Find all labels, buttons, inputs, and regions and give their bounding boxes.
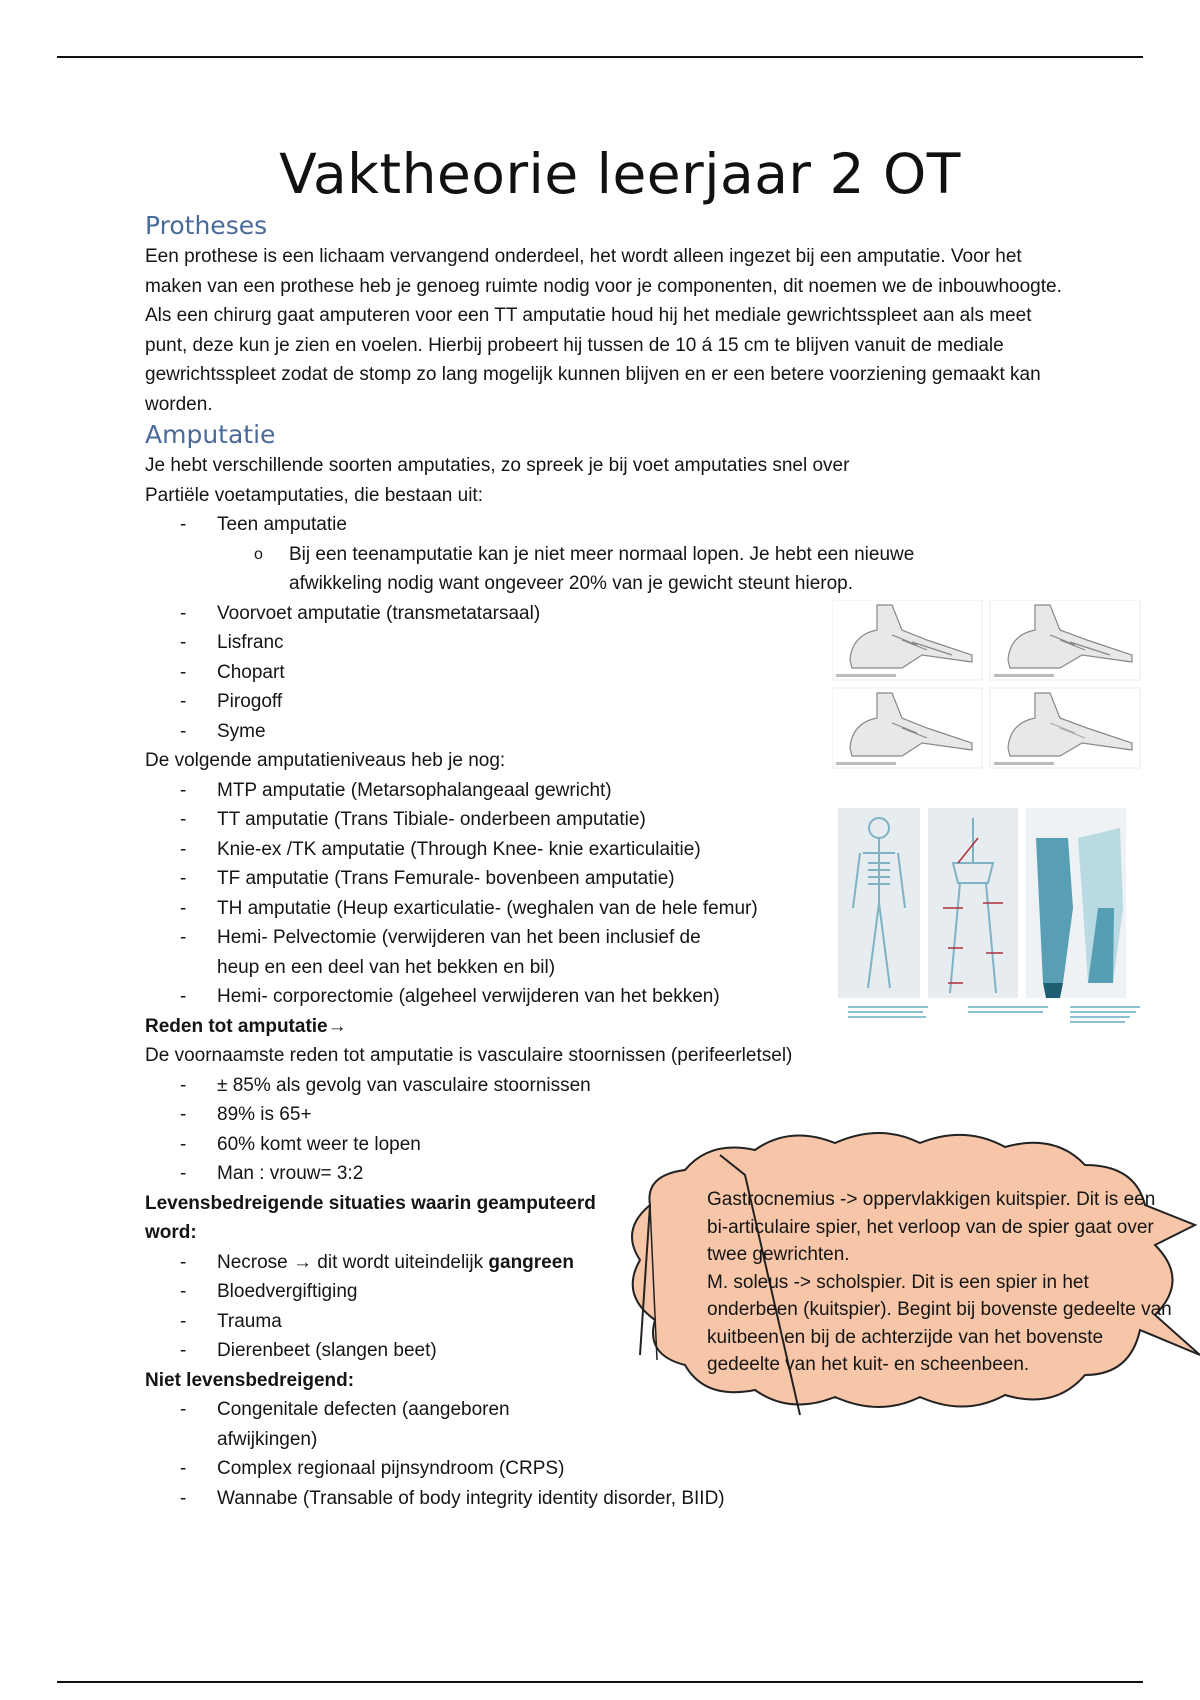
list-item: - ± 85% als gevolg van vasculaire stoornissen bbox=[145, 1071, 1075, 1101]
bottom-rule bbox=[57, 1681, 1143, 1683]
leg-amputation-levels-illustrations bbox=[838, 808, 1154, 1034]
top-rule bbox=[57, 56, 1143, 58]
list-item: - Hemi- Pelvectomie (verwijderen van het been inclusief de heup en een deel van het bekken en bil) bbox=[145, 923, 737, 982]
list-item: - Chopart bbox=[145, 658, 1075, 688]
list-item: - Complex regionaal pijnsyndroom (CRPS) bbox=[145, 1454, 1075, 1484]
list-item: - TH amputatie (Heup exarticulatie- (weghalen van de hele femur) bbox=[145, 894, 1075, 924]
cloud-note-soleus: M. soleus -> scholspier. Dit is een spier in het onderbeen (kuitspier). Begint bij bovenste gedeelte van kuitbeen en bij de achterzijde van het bovenste gedeelte van het kuit- en scheenbeen. bbox=[707, 1271, 1172, 1375]
list-item: - Wannabe (Transable of body integrity identity disorder, BIID) bbox=[145, 1484, 1075, 1514]
reden-heading-text: Reden tot amputatie bbox=[145, 1015, 328, 1037]
levels-intro: De volgende amputatieniveaus heb je nog: bbox=[145, 750, 506, 771]
list-item: - MTP amputatie (Metarsophalangeaal gewricht) bbox=[145, 776, 1075, 806]
list-item: - TT amputatie (Trans Tibiale- onderbeen amputatie) bbox=[145, 805, 1075, 835]
list-item: - Syme bbox=[145, 717, 1075, 747]
list-item: - Dierenbeet (slangen beet) bbox=[145, 1336, 1075, 1366]
amputatie-intro: Je hebt verschillende soorten amputaties, zo spreek je bij voet amputaties snel over Partiële voetamputaties, die bestaan uit: bbox=[145, 455, 850, 506]
heading-amputatie: Amputatie bbox=[145, 420, 276, 449]
cloud-note bbox=[707, 1186, 1177, 1379]
heading-levensbedreigend: Levensbedreigende situaties waarin geamputeerd word: bbox=[145, 1192, 596, 1243]
leg-levels-figure bbox=[838, 808, 1154, 1034]
list-item: - Voorvoet amputatie (transmetatarsaal) bbox=[145, 599, 1075, 629]
foot-amputation-list bbox=[145, 510, 1075, 540]
list-item: - Congenitale defecten (aangeboren afwijkingen) bbox=[145, 1395, 562, 1454]
gangreen-text: gangreen bbox=[488, 1251, 574, 1273]
protheses-paragraph: Een prothese is een lichaam vervangend onderdeel, het wordt alleen ingezet bij een amputatie. Voor het maken van een prothese heb je genoeg ruimte nodig voor je componenten, dit noemen we de inbouwhoogte. Als een chirurg gaat amputeren voor een TT amputatie houd hij het mediale gewrichtsspleet aan als meet punt, deze kun je zien en voelen. Hierbij probeert hij tussen de 10 á 15 cm te blijven vanuit de mediale gewrichtsspleet zodat de stomp zo lang mogelijk kunnen blijven en er een betere voorziening gemaakt kan worden. bbox=[145, 246, 1062, 415]
arrow-icon: → bbox=[293, 1251, 313, 1273]
list-item: - Knie-ex /TK amputatie (Through Knee- knie exarticulaitie) bbox=[145, 835, 1075, 865]
arrow-icon: → bbox=[327, 1015, 347, 1037]
list-item: o Bij een teenamputatie kan je niet meer normaal lopen. Je hebt een nieuwe afwikkeling nodig want ongeveer 20% van je gewicht steunt hierop. bbox=[145, 540, 1009, 599]
list-item: - Bloedvergiftiging bbox=[145, 1277, 1075, 1307]
reden-text: De voornaamste reden tot amputatie is vasculaire stoornissen (perifeerletsel) bbox=[145, 1045, 793, 1066]
list-item: - Trauma bbox=[145, 1307, 1075, 1337]
foot-sub-list bbox=[145, 540, 1075, 599]
foot-amputation-illustrations bbox=[832, 600, 1144, 776]
list-item: - Hemi- corporectomie (algeheel verwijderen van het bekken) bbox=[145, 982, 1075, 1012]
cloud-note-gastrocnemius: Gastrocnemius -> oppervlakkigen kuitspier. Dit is een bi-articulaire spier, het verloop van de spier gaat over twee gewrichten. bbox=[707, 1189, 1156, 1265]
heading-niet-levensbedreigend: Niet levensbedreigend: bbox=[145, 1369, 355, 1391]
list-item: - Lisfranc bbox=[145, 628, 1075, 658]
list-item: - 89% is 65+ bbox=[145, 1100, 1075, 1130]
list-item: - Teen amputatie bbox=[145, 510, 1075, 540]
foot-bones-figure bbox=[832, 600, 1144, 776]
page-title: Vaktheorie leerjaar 2 OT bbox=[279, 142, 961, 206]
list-item: - Pirogoff bbox=[145, 687, 1075, 717]
list-item: - TF amputatie (Trans Femurale- bovenbeen amputatie) bbox=[145, 864, 1075, 894]
necrose-text: Necrose bbox=[217, 1251, 294, 1273]
necrose-middle-text: dit wordt uiteindelijk bbox=[312, 1251, 489, 1273]
list-item: - Man : vrouw= 3:2 bbox=[145, 1159, 1075, 1189]
list-item: - 60% komt weer te lopen bbox=[145, 1130, 1075, 1160]
heading-protheses: Protheses bbox=[145, 211, 268, 240]
